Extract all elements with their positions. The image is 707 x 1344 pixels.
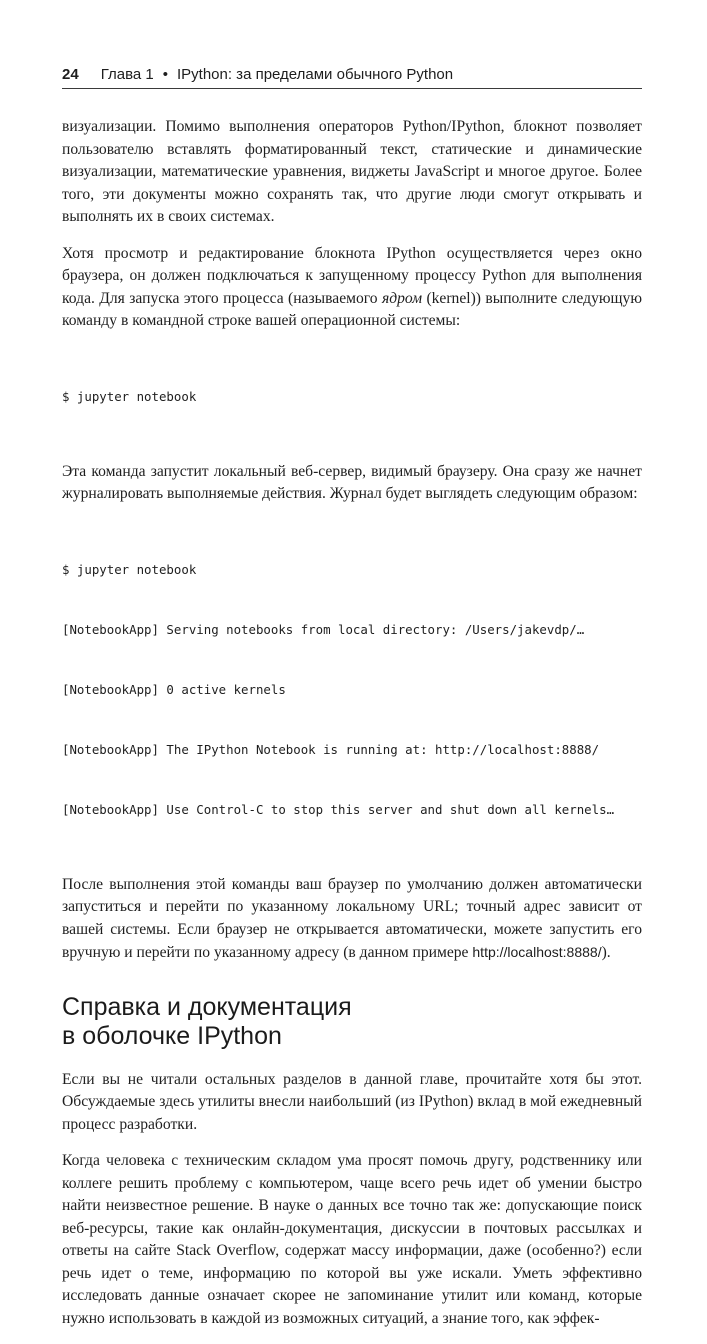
code-line: [NotebookApp] Use Control-C to stop this server and shut down all kernels…	[62, 801, 615, 817]
paragraph-4-text-b: ).	[601, 944, 611, 961]
section-heading-line-2: в оболочке IPython	[62, 1021, 282, 1050]
paragraph-2-text-a: Хотя просмотр и редактирование блокнота IPython осуществляется через окно браузера, он должен подключаться к запущенному процессу Python для выполнения кода. Для запуска этого процесса (называемого	[62, 244, 642, 307]
code-line: [NotebookApp] Serving notebooks from local directory: /Users/jakevdp/…	[62, 621, 585, 637]
code-block-2	[62, 520, 642, 860]
localhost-url: http://localhost:8888/	[472, 944, 602, 960]
paragraph-4-text-a: После выполнения этой команды ваш браузер по умолчанию должен автоматически запуститься и перейти по указанному локальному URL; точный адрес зависит от вашей системы. Если браузер не открывается автоматически, можете запустить его вручную и перейти по указанному адресу (в данном примере	[62, 875, 642, 961]
code-line: [NotebookApp] 0 active kernels	[62, 681, 286, 697]
code-block-1	[62, 347, 642, 447]
code-line: $ jupyter notebook	[62, 388, 197, 404]
chapter-label: Глава 1	[100, 66, 154, 83]
paragraph-2	[62, 243, 642, 333]
header-separator: •	[162, 66, 168, 83]
running-header	[62, 62, 642, 89]
section-heading-line-1: Справка и документация	[62, 992, 352, 1021]
paragraph-5: Если вы не читали остальных разделов в данной главе, прочитайте хотя бы этот. Обсуждаемые здесь утилиты внесли наибольший (из IPython) вклад в мой ежедневный процесс разработки.	[62, 1070, 642, 1133]
page-content	[62, 116, 642, 1344]
paragraph-6: Когда человека с техническим складом ума просят помочь другу, родственнику или коллеге решить проблему с компьютером, чаще всего речь идет об умении быстро найти неизвестное решение. В науке о данных все точно так же: допускающие поиск веб-ресурсы, такие как онлайн-документация, дискуссии в почтовых рассылках и ответы на сайте Stack Overflow, содержат массу информации, даже (особенно?) если речь идет о теме, информацию по которой вы уже искали. Уметь эффективно исследовать данные означает скорее не запоминание утилит или команд, которые нужно использовать в каждой из возможных ситуаций, а знание того, как эффек-	[62, 1152, 642, 1327]
paragraph-2-text-b: (kernel)) выполните следующую команду в командной строке вашей операционной системы:	[62, 289, 642, 329]
section-heading	[62, 993, 642, 1051]
paragraph-3: Эта команда запустит локальный веб-сервер, видимый браузеру. Она сразу же начнет журналировать выполняемые действия. Журнал будет выглядеть следующим образом:	[62, 462, 642, 502]
page-number: 24	[62, 66, 79, 83]
code-line: $ jupyter notebook	[62, 561, 197, 577]
chapter-title: IPython: за пределами обычного Python	[176, 66, 454, 83]
paragraph-1: визуализации. Помимо выполнения операторов Python/IPython, блокнот позволяет пользователю вставлять форматированный текст, статические и динамические визуализации, математические уравнения, виджеты JavaScript и многое другое. Более того, эти документы можно сохранять так, что другие люди смогут открывать и выполнять их в своих системах.	[62, 118, 642, 225]
paragraph-4	[62, 874, 642, 965]
code-line: [NotebookApp] The IPython Notebook is running at: http://localhost:8888/	[62, 741, 600, 757]
paragraph-2-emphasis: ядром	[381, 289, 423, 307]
